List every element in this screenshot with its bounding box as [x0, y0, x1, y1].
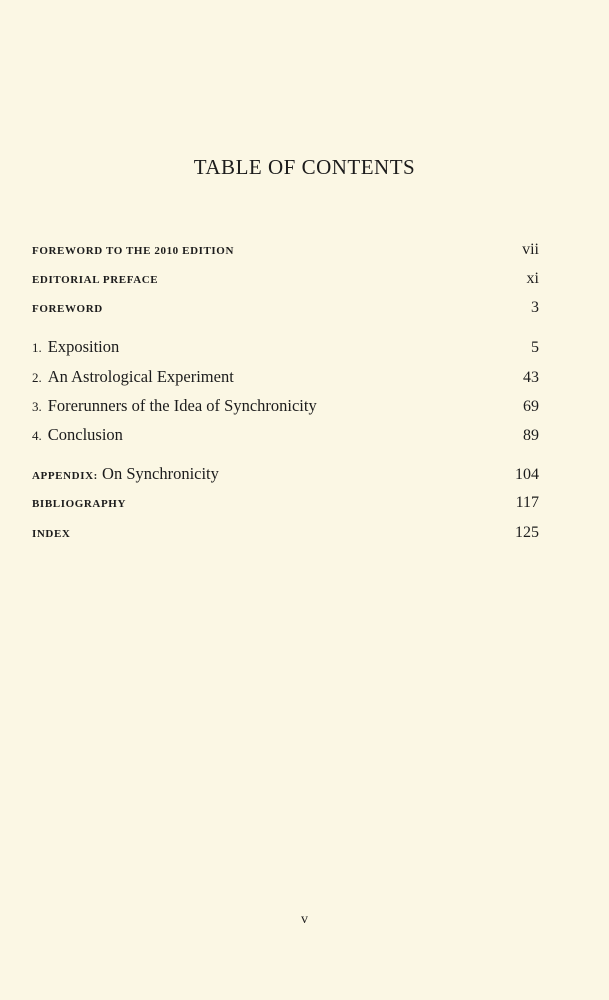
- toc-entry-label: [32, 364, 234, 391]
- chapter-number: 3.: [32, 399, 42, 414]
- toc-entry-bibliography[interactable]: [32, 490, 539, 516]
- toc-entry-page: 125: [515, 524, 539, 541]
- toc-entry-label: [32, 334, 119, 361]
- toc-entry-page: vii: [522, 241, 539, 258]
- appendix-title: On Synchronicity: [102, 464, 219, 483]
- toc-entry-label: FOREWORD: [32, 303, 103, 315]
- chapter-number: 1.: [32, 340, 42, 355]
- toc-entry-label: [32, 422, 123, 449]
- chapter-number: 4.: [32, 428, 42, 443]
- toc-entry-foreword-2010[interactable]: [32, 237, 539, 263]
- toc-entry-page: 69: [523, 398, 539, 415]
- toc-entry-label: EDITORIAL PREFACE: [32, 274, 159, 286]
- toc-entry-index[interactable]: [32, 520, 539, 546]
- toc-entry-chapter-3[interactable]: [32, 393, 539, 419]
- toc-entry-page: 89: [523, 427, 539, 444]
- toc-entry-page: xi: [526, 270, 539, 287]
- toc-entry-editorial-preface[interactable]: [32, 266, 539, 292]
- page-folio: v: [301, 912, 308, 927]
- toc-entry-foreword[interactable]: [32, 295, 539, 321]
- chapter-title: Exposition: [47, 337, 120, 356]
- toc-entry-label: INDEX: [32, 528, 71, 540]
- chapter-title: Conclusion: [47, 425, 123, 444]
- toc-entry-appendix[interactable]: [32, 461, 539, 487]
- toc-entry-label: [32, 393, 317, 420]
- toc-entry-label: [32, 461, 219, 489]
- toc-entry-page: 3: [531, 299, 539, 316]
- appendix-prefix: APPENDIX:: [32, 470, 98, 482]
- chapter-title: Forerunners of the Idea of Synchronicity: [47, 396, 317, 415]
- chapter-title: An Astrological Experiment: [47, 367, 234, 386]
- toc-entry-page: 5: [531, 339, 539, 356]
- page-title: TABLE OF CONTENTS: [193, 155, 416, 179]
- toc-entry-label: FOREWORD TO THE 2010 EDITION: [32, 245, 235, 257]
- toc-entry-page: 117: [515, 494, 539, 511]
- toc-entry-label: BIBLIOGRAPHY: [32, 498, 126, 510]
- chapter-number: 2.: [32, 370, 42, 385]
- toc-entry-chapter-2[interactable]: [32, 364, 539, 390]
- toc-entry-page: 104: [515, 466, 539, 483]
- toc-entry-page: 43: [523, 369, 539, 386]
- toc-entry-chapter-4[interactable]: [32, 422, 539, 448]
- toc-entry-chapter-1[interactable]: [32, 334, 539, 360]
